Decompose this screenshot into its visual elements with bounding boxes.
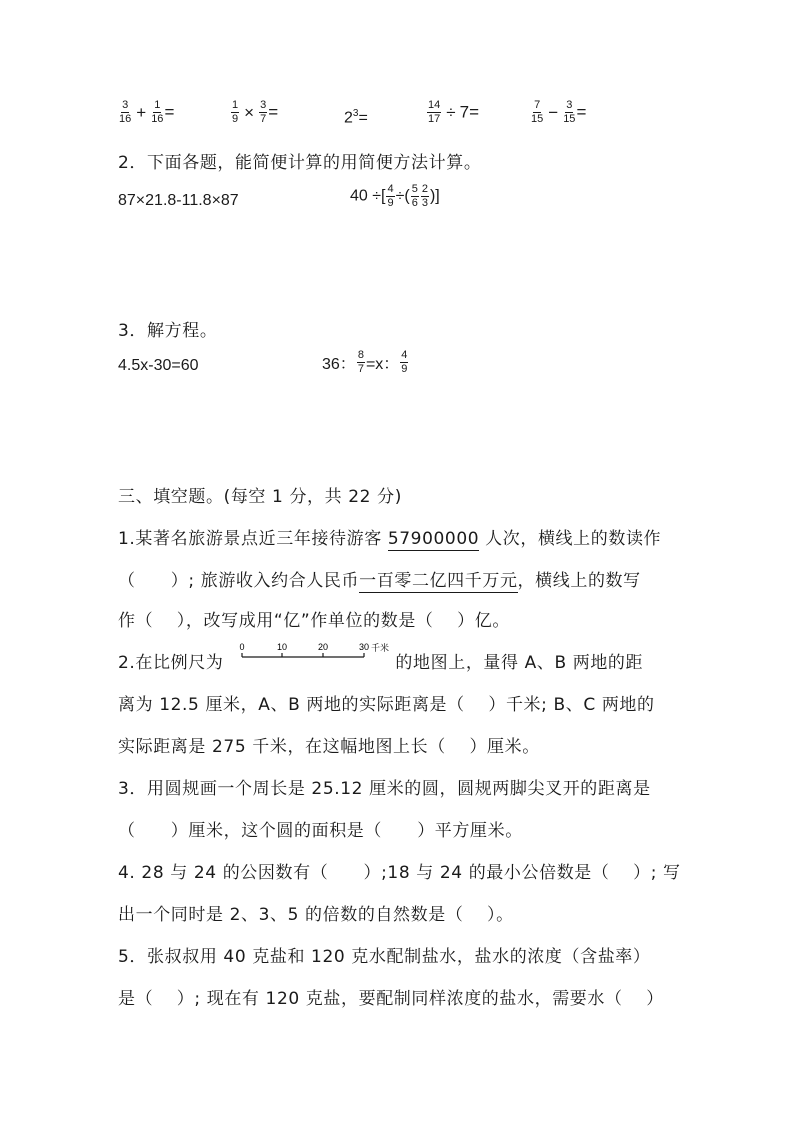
fraction: $\frac{1}{9}$ <box>232 99 239 125</box>
expr-5: $\frac{7}{15}$ − $\frac{3}{15}$ = <box>531 99 587 125</box>
p3-line-2: （ ）厘米，这个圆的面积是（ ）平方厘米。 <box>118 821 523 841</box>
q2-heading: 2．下面各题，能简便计算的用简便方法计算。 <box>118 153 482 173</box>
fraction: $\frac{3}{16}$ <box>119 99 132 125</box>
underlined-number: 57900000 <box>387 529 480 549</box>
fraction: $\frac{5}{6}$ <box>411 183 418 209</box>
p3-line-1: 3．用圆规画一个周长是 25.12 厘米的圆，圆规两脚尖叉开的距离是 <box>118 779 651 799</box>
p4-line-1: 4. 28 与 24 的公因数有（ ）;18 与 24 的最小公倍数是（ ）; 写 <box>118 863 681 883</box>
p2-line-3: 实际距离是 275 千米，在这幅地图上长（ ）厘米。 <box>118 737 540 757</box>
section-3-title: 三、填空题。(每空 1 分，共 22 分) <box>118 487 402 507</box>
expr-4: $\frac{14}{17}$ ÷ 7= <box>428 99 479 125</box>
calc-row-1 <box>118 100 618 140</box>
fraction: $\frac{2}{3}$ <box>421 183 428 209</box>
fraction: $\frac{4}{9}$ <box>401 349 408 375</box>
q3-equation-2: 36： $\frac{8}{7}$ =x： $\frac{4}{9}$ <box>322 349 408 375</box>
fraction: $\frac{1}{16}$ <box>151 99 164 125</box>
fraction: $\frac{7}{15}$ <box>531 99 544 125</box>
fraction: $\frac{3}{15}$ <box>563 99 576 125</box>
scale-tick-label: 30 <box>358 642 370 652</box>
p2-line-1: 2.在比例尺为 的地图上，量得 A、B 两地的距 <box>118 653 644 673</box>
fraction: $\frac{14}{17}$ <box>428 99 441 125</box>
fraction: $\frac{3}{7}$ <box>260 99 267 125</box>
expr-1: $\frac{3}{16}$ + $\frac{1}{16}$ = <box>119 99 175 125</box>
p5-line-2: 是（ ）; 现在有 120 克盐，要配制同样浓度的盐水，需要水（ ） <box>118 989 664 1009</box>
q2-expr-2: 40 ÷[ $\frac{4}{9}$ ÷( $\frac{5}{6}$ $\frac{2}{3}$ )] <box>350 183 440 209</box>
scale-tick-label: 20 <box>317 642 329 652</box>
expr-3: $2^3=$ <box>344 108 368 127</box>
underlined-amount: 一百零二亿四千万元 <box>359 571 518 591</box>
p5-line-1: 5．张叔叔用 40 克盐和 120 克水配制盐水，盐水的浓度（含盐率） <box>118 947 651 967</box>
scale-tick-label: 0 <box>239 642 245 652</box>
p2-line-2: 离为 12.5 厘米，A、B 两地的实际距离是（ ）千米; B、C 两地的 <box>118 695 655 715</box>
fraction: $\frac{8}{7}$ <box>357 349 364 375</box>
scale-tick-label: 10 <box>276 642 288 652</box>
scale-bar <box>240 640 410 666</box>
scale-unit: 千米 <box>371 644 390 654</box>
q3-heading: 3．解方程。 <box>118 321 218 341</box>
p1-line-3: 作（ ），改写成用“亿”作单位的数是（ ）亿。 <box>118 611 510 631</box>
p1-line-2: （ ）; 旅游收入约合人民币一百零二亿四千万元，横线上的数写 <box>118 571 641 591</box>
fraction: $\frac{4}{9}$ <box>387 183 394 209</box>
q2-expr-1: 87×21.8-11.8×87 <box>118 192 239 209</box>
expr-2: $\frac{1}{9}$ × $\frac{3}{7}$ = <box>232 99 279 125</box>
p1-line-1: 1.某著名旅游景点近三年接待游客 57900000 人次，横线上的数读作 <box>118 529 662 549</box>
q3-equation-1: 4.5x-30=60 <box>118 357 199 374</box>
p4-line-2: 出一个同时是 2、3、5 的倍数的自然数是（ ）。 <box>118 905 514 925</box>
